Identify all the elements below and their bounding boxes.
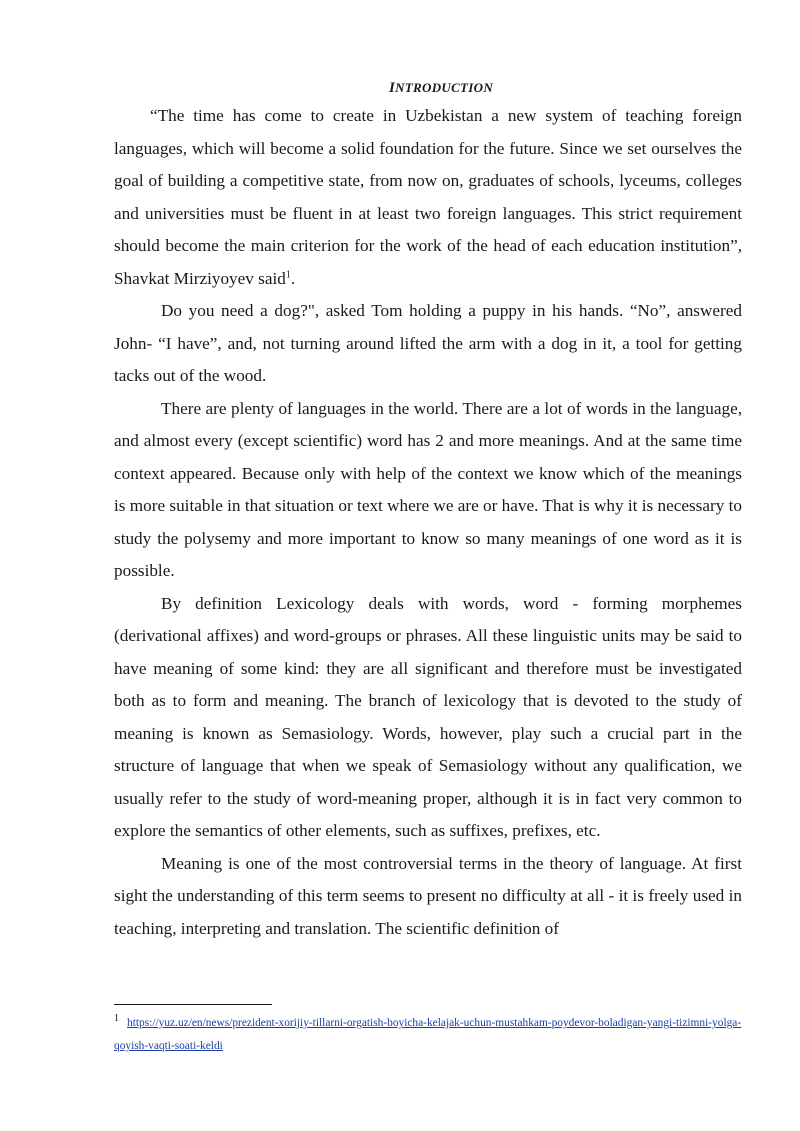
paragraph-quote-end: . (290, 268, 296, 288)
paragraph-meaning: Meaning is one of the most controversial terms in the theory of language. At first sight the understanding of this term seems to present no difficulty at all - it is freely used in teaching, interpreting and translation. The scientific definition of (114, 853, 742, 938)
paragraph-quote-text: “The time has come to create in Uzbekistan a new system of teaching foreign languages, which will become a solid foundation for the future. Since we set ourselves the goal of building a competitive state, from now on, graduates of schools, lyceums, colleges and universities must be fluent in at least two foreign languages. This strict requirement should become the main criterion for the work of the head of each education institution”, Shavkat Mirziyoyev said (114, 106, 742, 288)
footnote-link[interactable]: https://yuz.uz/en/news/prezident-xorijiy-tillarni-orgatish-boyicha-kelajak-uchun-mustahkam-poydevor-boladigan-yangi-tizimni-yolga-qoyish-vaqti-soati-keldi (114, 1017, 742, 1052)
title-first-letter: I (388, 80, 396, 96)
footnote-separator (114, 1004, 272, 1005)
paragraph-dog-anecdote: Do you need a dog?", asked Tom holding a puppy in his hands. “No”, answered John- “I have”, and, not turning around lifted the arm with a dog in it, a tool for getting tacks out of the wood. (114, 301, 742, 385)
page-title (114, 76, 742, 100)
footnote-reference[interactable]: 1 (285, 268, 291, 280)
paragraph-lexicology: By definition Lexicology deals with words, word - forming morphemes (derivational affixes) and word-groups or phrases. All these linguistic units may be said to have meaning of some kind: they are all significant and therefore must be investigated both as to form and meaning. The branch of lexicology that is devoted to the study of meaning is known as Semasiology. Words, however, play such a crucial part in the structure of language that when we speak of Semasiology without any qualification, we usually refer to the study of word-meaning proper, although it is in fact very common to explore the semantics of other elements, such as suffixes, prefixes, etc. (114, 593, 742, 840)
title-rest: NTRODUCTION (395, 80, 494, 95)
footnote-number: 1 (114, 1013, 119, 1025)
page-body (114, 76, 742, 945)
paragraph-languages: There are plenty of languages in the world. There are a lot of words in the language, and almost every (except scientific) word has 2 and more meanings. And at the same time context appeared. Because only with help of the context we know which of the meanings is more suitable in that situation or text where we are or have. That is why it is necessary to study the polysemy and more important to know so many meanings of one word as it is possible. (114, 398, 742, 580)
footnote (114, 1012, 744, 1058)
paragraph-quote (114, 100, 742, 295)
